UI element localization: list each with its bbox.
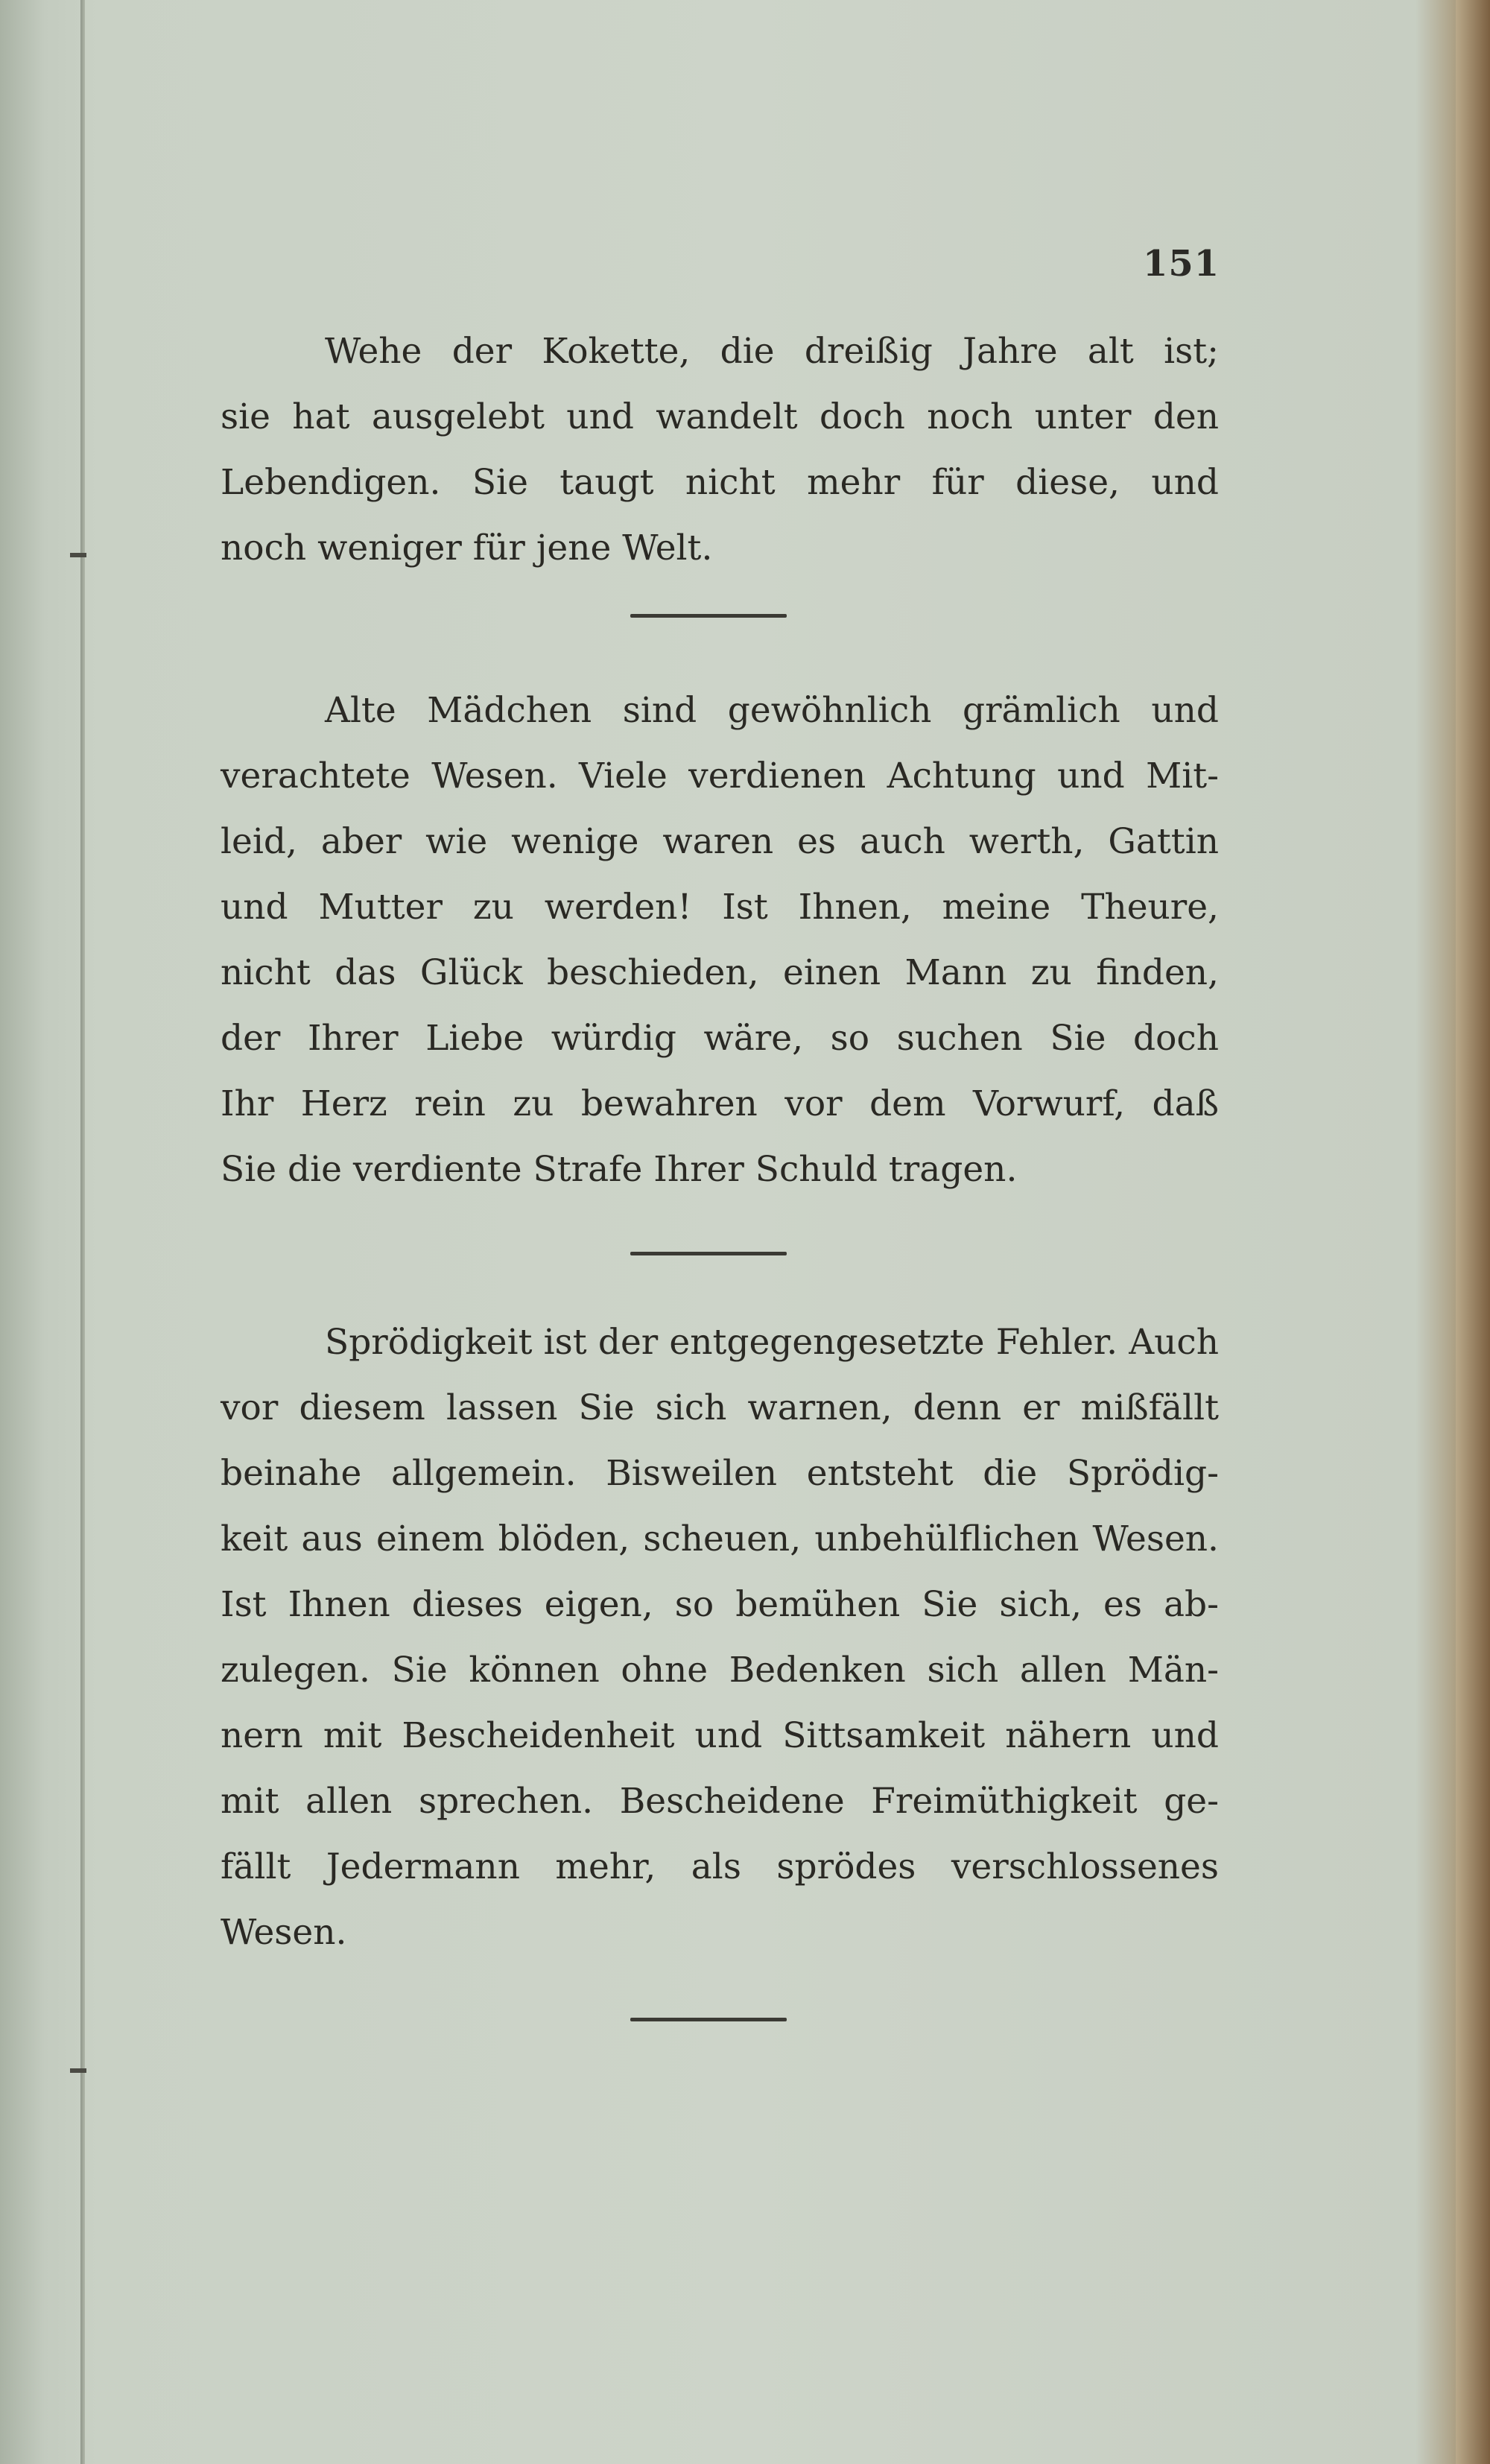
paragraph-line: Ist Ihnen dieses eigen, so bemühen Sie sich, es ab- — [221, 1584, 1219, 1625]
paragraph-1 — [221, 319, 1219, 581]
paragraph-3 — [221, 1310, 1219, 1966]
paragraph-line: fällt Jedermann mehr, als sprödes verschlossenes — [221, 1846, 1219, 1887]
paragraph-line: noch weniger für jene Welt. — [221, 528, 713, 569]
paragraph-line: der Ihrer Liebe würdig wäre, so suchen Sie doch — [221, 1018, 1219, 1059]
paragraph-line: und Mutter zu werden! Ist Ihnen, meine Theure, — [221, 887, 1219, 928]
paragraph-line: Wesen. — [221, 1912, 347, 1953]
paragraph-line: Sprödigkeit ist der entgegengesetzte Fehler. Auch — [325, 1322, 1219, 1363]
section-divider — [630, 614, 787, 618]
gutter-mark — [70, 553, 86, 557]
paragraph-line: keit aus einem blöden, scheuen, unbehülflichen Wesen. — [221, 1518, 1219, 1559]
paragraph-line: sie hat ausgelebt und wandelt doch noch unter den — [221, 396, 1219, 437]
book-cover-edge — [1456, 0, 1490, 2464]
paragraph-line: leid, aber wie wenige waren es auch werth, Gattin — [221, 821, 1219, 862]
paragraph-line: nern mit Bescheidenheit und Sittsamkeit nähern und — [221, 1715, 1219, 1756]
paragraph-line: Lebendigen. Sie taugt nicht mehr für diese, und — [221, 462, 1219, 503]
section-divider — [630, 2018, 787, 2021]
page-number: 151 — [1143, 243, 1220, 285]
paragraph-line: nicht das Glück beschieden, einen Mann zu finden, — [221, 952, 1219, 993]
paragraph-line: vor diesem lassen Sie sich warnen, denn er mißfällt — [221, 1387, 1219, 1428]
paragraph-line: beinahe allgemein. Bisweilen entsteht die Sprödig- — [221, 1453, 1219, 1494]
paragraph-2 — [221, 678, 1219, 1203]
paragraph-line: Ihr Herz rein zu bewahren vor dem Vorwurf, daß — [221, 1083, 1219, 1124]
section-divider — [630, 1252, 787, 1255]
paragraph-line: mit allen sprechen. Bescheidene Freimüthigkeit ge- — [221, 1781, 1219, 1822]
page-gutter-edge — [80, 0, 85, 2464]
paragraph-line: Wehe der Kokette, die dreißig Jahre alt ist; — [325, 331, 1219, 372]
paragraph-line: Sie die verdiente Strafe Ihrer Schuld tragen. — [221, 1149, 1018, 1190]
paragraph-line: verachtete Wesen. Viele verdienen Achtung und Mit- — [221, 756, 1219, 796]
paragraph-line: Alte Mädchen sind gewöhnlich grämlich und — [325, 690, 1219, 731]
gutter-mark — [70, 2068, 86, 2073]
paragraph-line: zulegen. Sie können ohne Bedenken sich allen Män- — [221, 1650, 1219, 1691]
